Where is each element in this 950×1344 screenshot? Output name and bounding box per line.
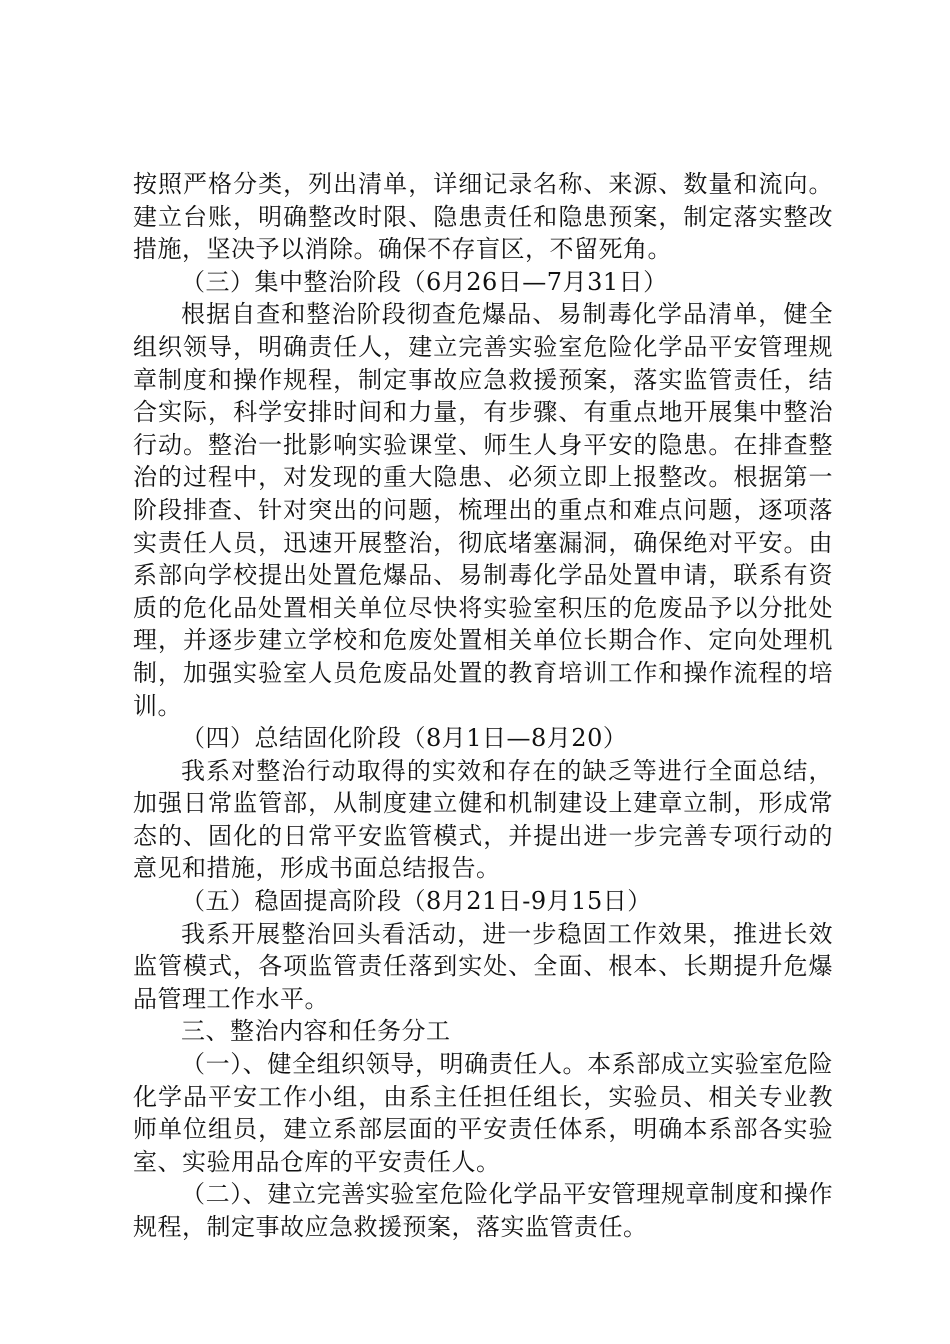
paragraph-continuation: 按照严格分类，列出清单，详细记录名称、来源、数量和流向。建立台账，明确整改时限、隐患责任和隐患预案，制定落实整改措施，坚决予以消除。确保不存盲区，不留死角。 <box>133 170 833 264</box>
paragraph-task-2: （二）、建立完善实验室危险化学品平安管理规章制度和操作规程，制定事故应急救援预案，落实监管责任。 <box>133 1180 833 1241</box>
paragraph-stage-3-body: 根据自查和整治阶段彻查危爆品、易制毒化学品清单，健全组织领导，明确责任人，建立完善实验室危险化学品平安管理规章制度和操作规程，制定事故应急救援预案，落实监管责任，结合实际，科学安排时间和力量，有步骤、有重点地开展集中整治行动。整治一批影响实验课堂、师生人身平安的隐患。在排查整治的过程中，对发现的重大隐患、必须立即上报整改。根据第一阶段排查、针对突出的问题，梳理出的重点和难点问题，逐项落实责任人员，迅速开展整治，彻底堵塞漏洞，确保绝对平安。由系部向学校提出处置危爆品、易制毒化学品处置申请，联系有资质的危化品处置相关单位尽快将实验室积压的危废品予以分批处理，并逐步建立学校和危废处置相关单位长期合作、定向处理机制，加强实验室人员危废品处置的教育培训工作和操作流程的培训。 <box>133 300 833 720</box>
section-heading-part-3: 三、整治内容和任务分工 <box>181 1017 451 1046</box>
document-body <box>133 168 833 1244</box>
paragraph-stage-5-body: 我系开展整治回头看活动，进一步稳固工作效果，推进长效监管模式，各项监管责任落到实处、全面、根本、长期提升危爆品管理工作水平。 <box>133 919 833 1013</box>
paragraph-task-1: （一）、健全组织领导，明确责任人。本系部成立实验室危险化学品平安工作小组，由系主任担任组长，实验员、相关专业教师单位组员，建立系部层面的平安责任体系，明确本系部各实验室、实验用品仓库的平安责任人。 <box>133 1050 833 1176</box>
section-heading-stage-3: （三）集中整治阶段（6月26日—7月31日） <box>181 267 668 296</box>
section-heading-stage-5: （五）稳固提高阶段（8月21日-9月15日） <box>181 887 652 916</box>
section-heading-stage-4: （四）总结固化阶段（8月1日—8月20） <box>181 724 628 753</box>
paragraph-stage-4-body: 我系对整治行动取得的实效和存在的缺乏等进行全面总结，加强日常监管部，从制度建立健和机制建设上建章立制，形成常态的、固化的日常平安监管模式，并提出进一步完善专项行动的意见和措施，形成书面总结报告。 <box>133 756 833 883</box>
